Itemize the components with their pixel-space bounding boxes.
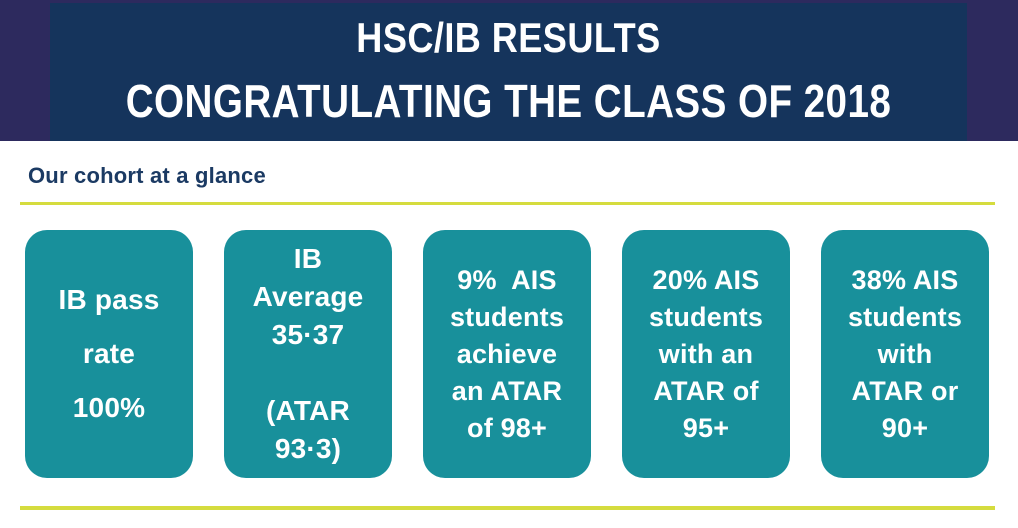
stat-card-line: 38% AIS [851,264,959,295]
header-banner-inner [50,3,967,141]
stat-cards [25,230,993,478]
stat-card-line: students [449,301,565,332]
stat-card-line: 95+ [682,412,730,443]
section-heading: Our cohort at a glance [28,163,266,188]
stat-card-ib-average [224,230,392,478]
stat-card-line: IB pass [58,284,160,315]
stat-card-line: IB [293,243,323,274]
stat-card-line: ATAR or [851,375,959,406]
stat-card-line: 100% [72,392,146,423]
page-title-line2: CONGRATULATING THE CLASS OF 2018 [125,75,892,127]
stat-card-line: of 98+ [467,412,547,443]
stat-card-line: students [847,301,963,332]
stat-card-line: 93·3) [274,433,342,464]
stat-card-line: achieve [456,338,558,369]
divider-top [20,202,995,205]
stat-card-line: rate [82,338,136,369]
stat-card-line: ATAR of [653,375,759,406]
stat-card-line: students [648,301,764,332]
stat-card-atar-95-plus [622,230,790,478]
stat-card-line: Average [252,281,364,312]
stat-card-line: 35·37 [271,319,345,350]
header-banner [0,0,1018,141]
stat-card-line: 9% AIS [457,264,557,295]
stat-card-line: 20% AIS [652,264,760,295]
stat-card-atar-98-plus [423,230,591,478]
stat-card-line: (ATAR [266,395,350,426]
stat-card-line: with [877,338,933,369]
stat-card-line: an ATAR [451,375,563,406]
stat-card-line [304,354,312,392]
stat-card-line: 90+ [881,412,929,443]
stat-card-ib-pass-rate [25,230,193,478]
divider-bottom [20,506,995,510]
stat-card-line: with an [658,338,754,369]
stat-card-atar-90-plus [821,230,989,478]
page-title-line1: HSC/IB RESULTS [356,14,661,61]
